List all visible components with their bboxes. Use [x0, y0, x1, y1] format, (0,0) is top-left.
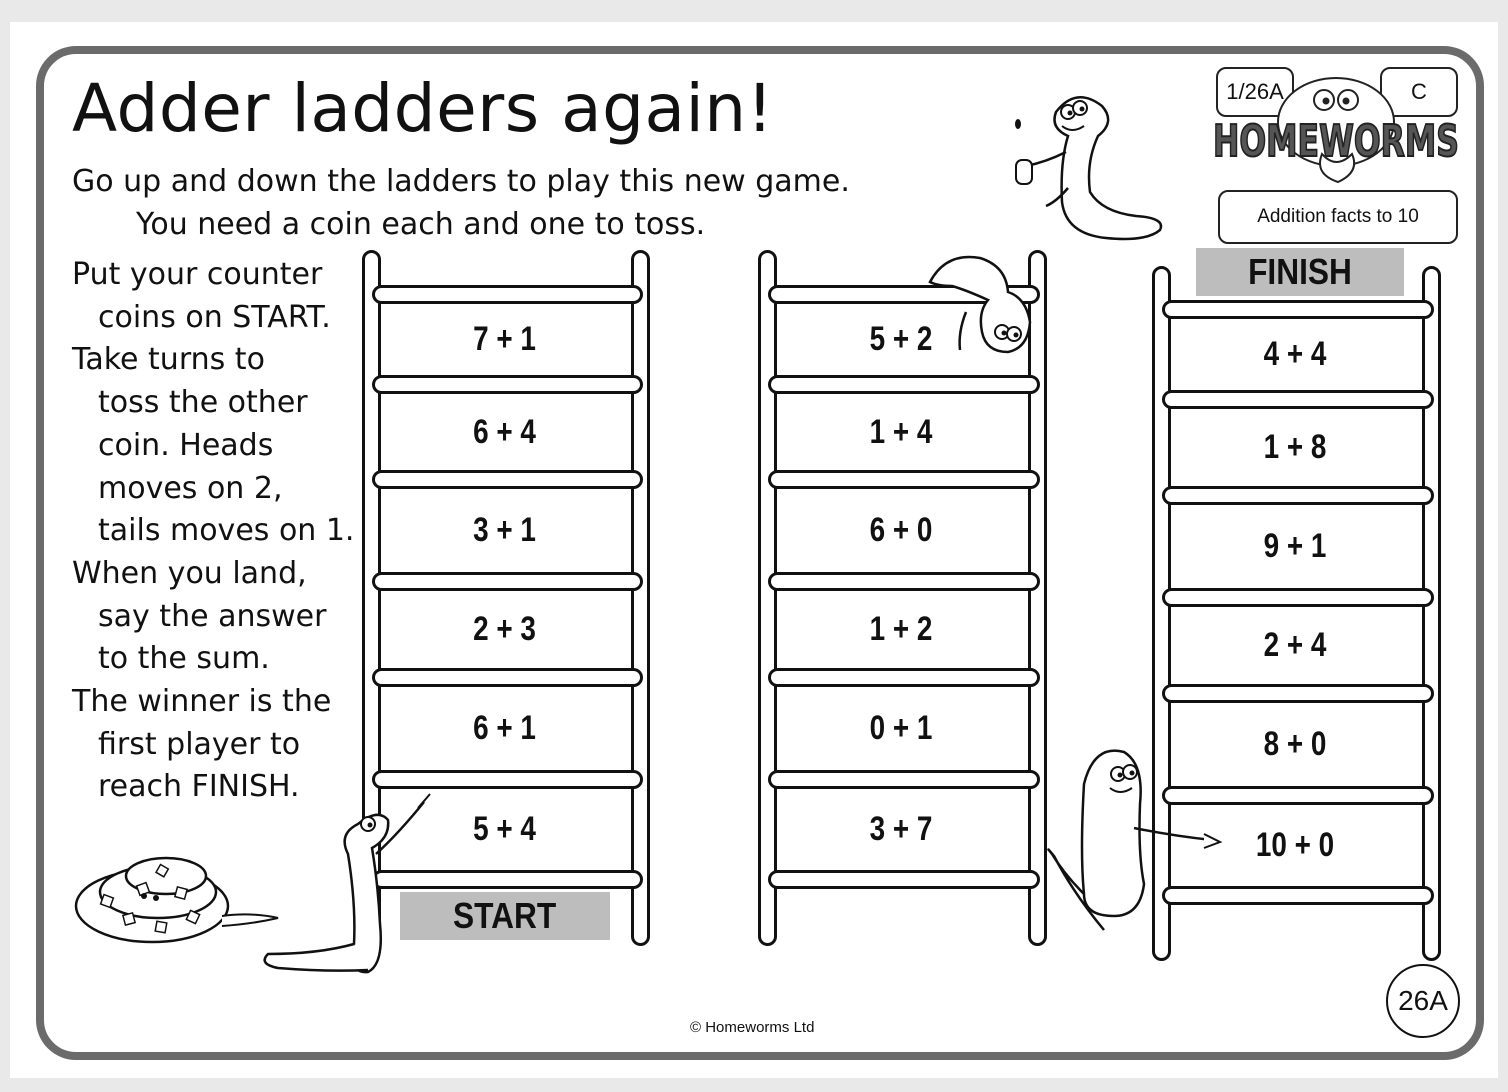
middle-ladder-sum: 6 + 0 [869, 511, 933, 549]
homeworms-logo [1210, 74, 1462, 194]
right-ladder-rung [1162, 486, 1434, 505]
right-ladder-sum: 9 + 1 [1263, 527, 1327, 565]
middle-ladder-rung [768, 572, 1040, 591]
start-label: START [400, 892, 610, 940]
middle-ladder-rung [768, 470, 1040, 489]
middle-ladder-rung [768, 668, 1040, 687]
level-tag: C [1380, 67, 1458, 117]
right-ladder-rung [1162, 684, 1434, 703]
page-title: Adder ladders again! [72, 70, 774, 147]
middle-ladder-rung [768, 870, 1040, 889]
left-ladder-rung [372, 668, 643, 687]
right-ladder-sum: 2 + 4 [1263, 626, 1327, 664]
worm-thumbs-up-illustration [1006, 92, 1176, 252]
right-ladder-rung [1162, 390, 1434, 409]
left-ladder-rung [372, 770, 643, 789]
left-ladder-right-rail [631, 250, 650, 946]
middle-ladder-rung [768, 375, 1040, 394]
right-ladder-sum: 1 + 8 [1263, 428, 1327, 466]
rule-line: first player to [98, 726, 301, 762]
game-rules [72, 254, 354, 809]
sheet-id-tag: 1/26A [1216, 67, 1294, 117]
rule-line: tails moves on 1. [98, 513, 355, 549]
middle-ladder-sum: 0 + 1 [869, 709, 933, 747]
left-ladder-sum: 7 + 1 [473, 320, 536, 358]
left-ladder-sum: 5 + 4 [473, 810, 536, 848]
middle-ladder-sum: 1 + 4 [869, 412, 933, 451]
page-number-badge: 26A [1386, 964, 1460, 1038]
intro-line-1: Go up and down the ladders to play this new game. [72, 164, 850, 199]
coiled-snake-illustration [72, 836, 284, 948]
middle-ladder-sum: 3 + 7 [869, 810, 933, 848]
copyright-text: © Homeworms Ltd [690, 1019, 815, 1036]
worm-pointing-illustration [1044, 744, 1224, 936]
rule-line: When you land, [72, 555, 307, 591]
right-ladder-rung [1162, 300, 1434, 319]
right-ladder-sum: 10 + 0 [1255, 826, 1335, 864]
middle-ladder-sum: 5 + 2 [869, 320, 933, 358]
left-ladder-rung [372, 572, 643, 591]
middle-ladder-sum: 1 + 2 [869, 610, 933, 648]
rule-line: reach FINISH. [98, 769, 300, 805]
right-ladder-rung [1162, 588, 1434, 607]
intro-text [72, 160, 850, 246]
left-ladder-sum: 3 + 1 [473, 511, 536, 549]
rule-line: Take turns to [72, 342, 265, 378]
right-ladder-sum: 4 + 4 [1263, 335, 1327, 373]
rule-line: moves on 2, [98, 470, 283, 506]
rule-line: say the answer [98, 598, 327, 634]
rule-line: coin. Heads [98, 427, 274, 463]
worm-pointing-up-illustration [258, 794, 438, 980]
left-ladder-rung [372, 285, 643, 304]
rule-line: toss the other [98, 385, 308, 421]
logo-text: HOMEWORMS [1213, 116, 1459, 167]
intro-line-2: You need a coin each and one to toss. [136, 207, 706, 242]
right-ladder-sum: 8 + 0 [1263, 725, 1327, 763]
middle-ladder-rung [768, 770, 1040, 789]
right-ladder-right-rail [1422, 266, 1441, 961]
left-ladder-sum: 6 + 4 [473, 412, 536, 451]
left-ladder-sum: 2 + 3 [473, 610, 536, 648]
worm-peeking-illustration [926, 252, 1042, 360]
rule-line: Put your counter [72, 257, 323, 292]
middle-ladder-left-rail [758, 250, 777, 946]
left-ladder-rung [372, 470, 643, 489]
left-ladder-sum: 6 + 1 [473, 709, 536, 747]
rule-line: coins on START. [98, 299, 331, 335]
topic-tag: Addition facts to 10 [1218, 190, 1458, 244]
finish-label: FINISH [1196, 248, 1404, 296]
rule-line: to the sum. [98, 641, 270, 677]
left-ladder-rung [372, 375, 643, 394]
rule-line: The winner is the [72, 684, 332, 720]
